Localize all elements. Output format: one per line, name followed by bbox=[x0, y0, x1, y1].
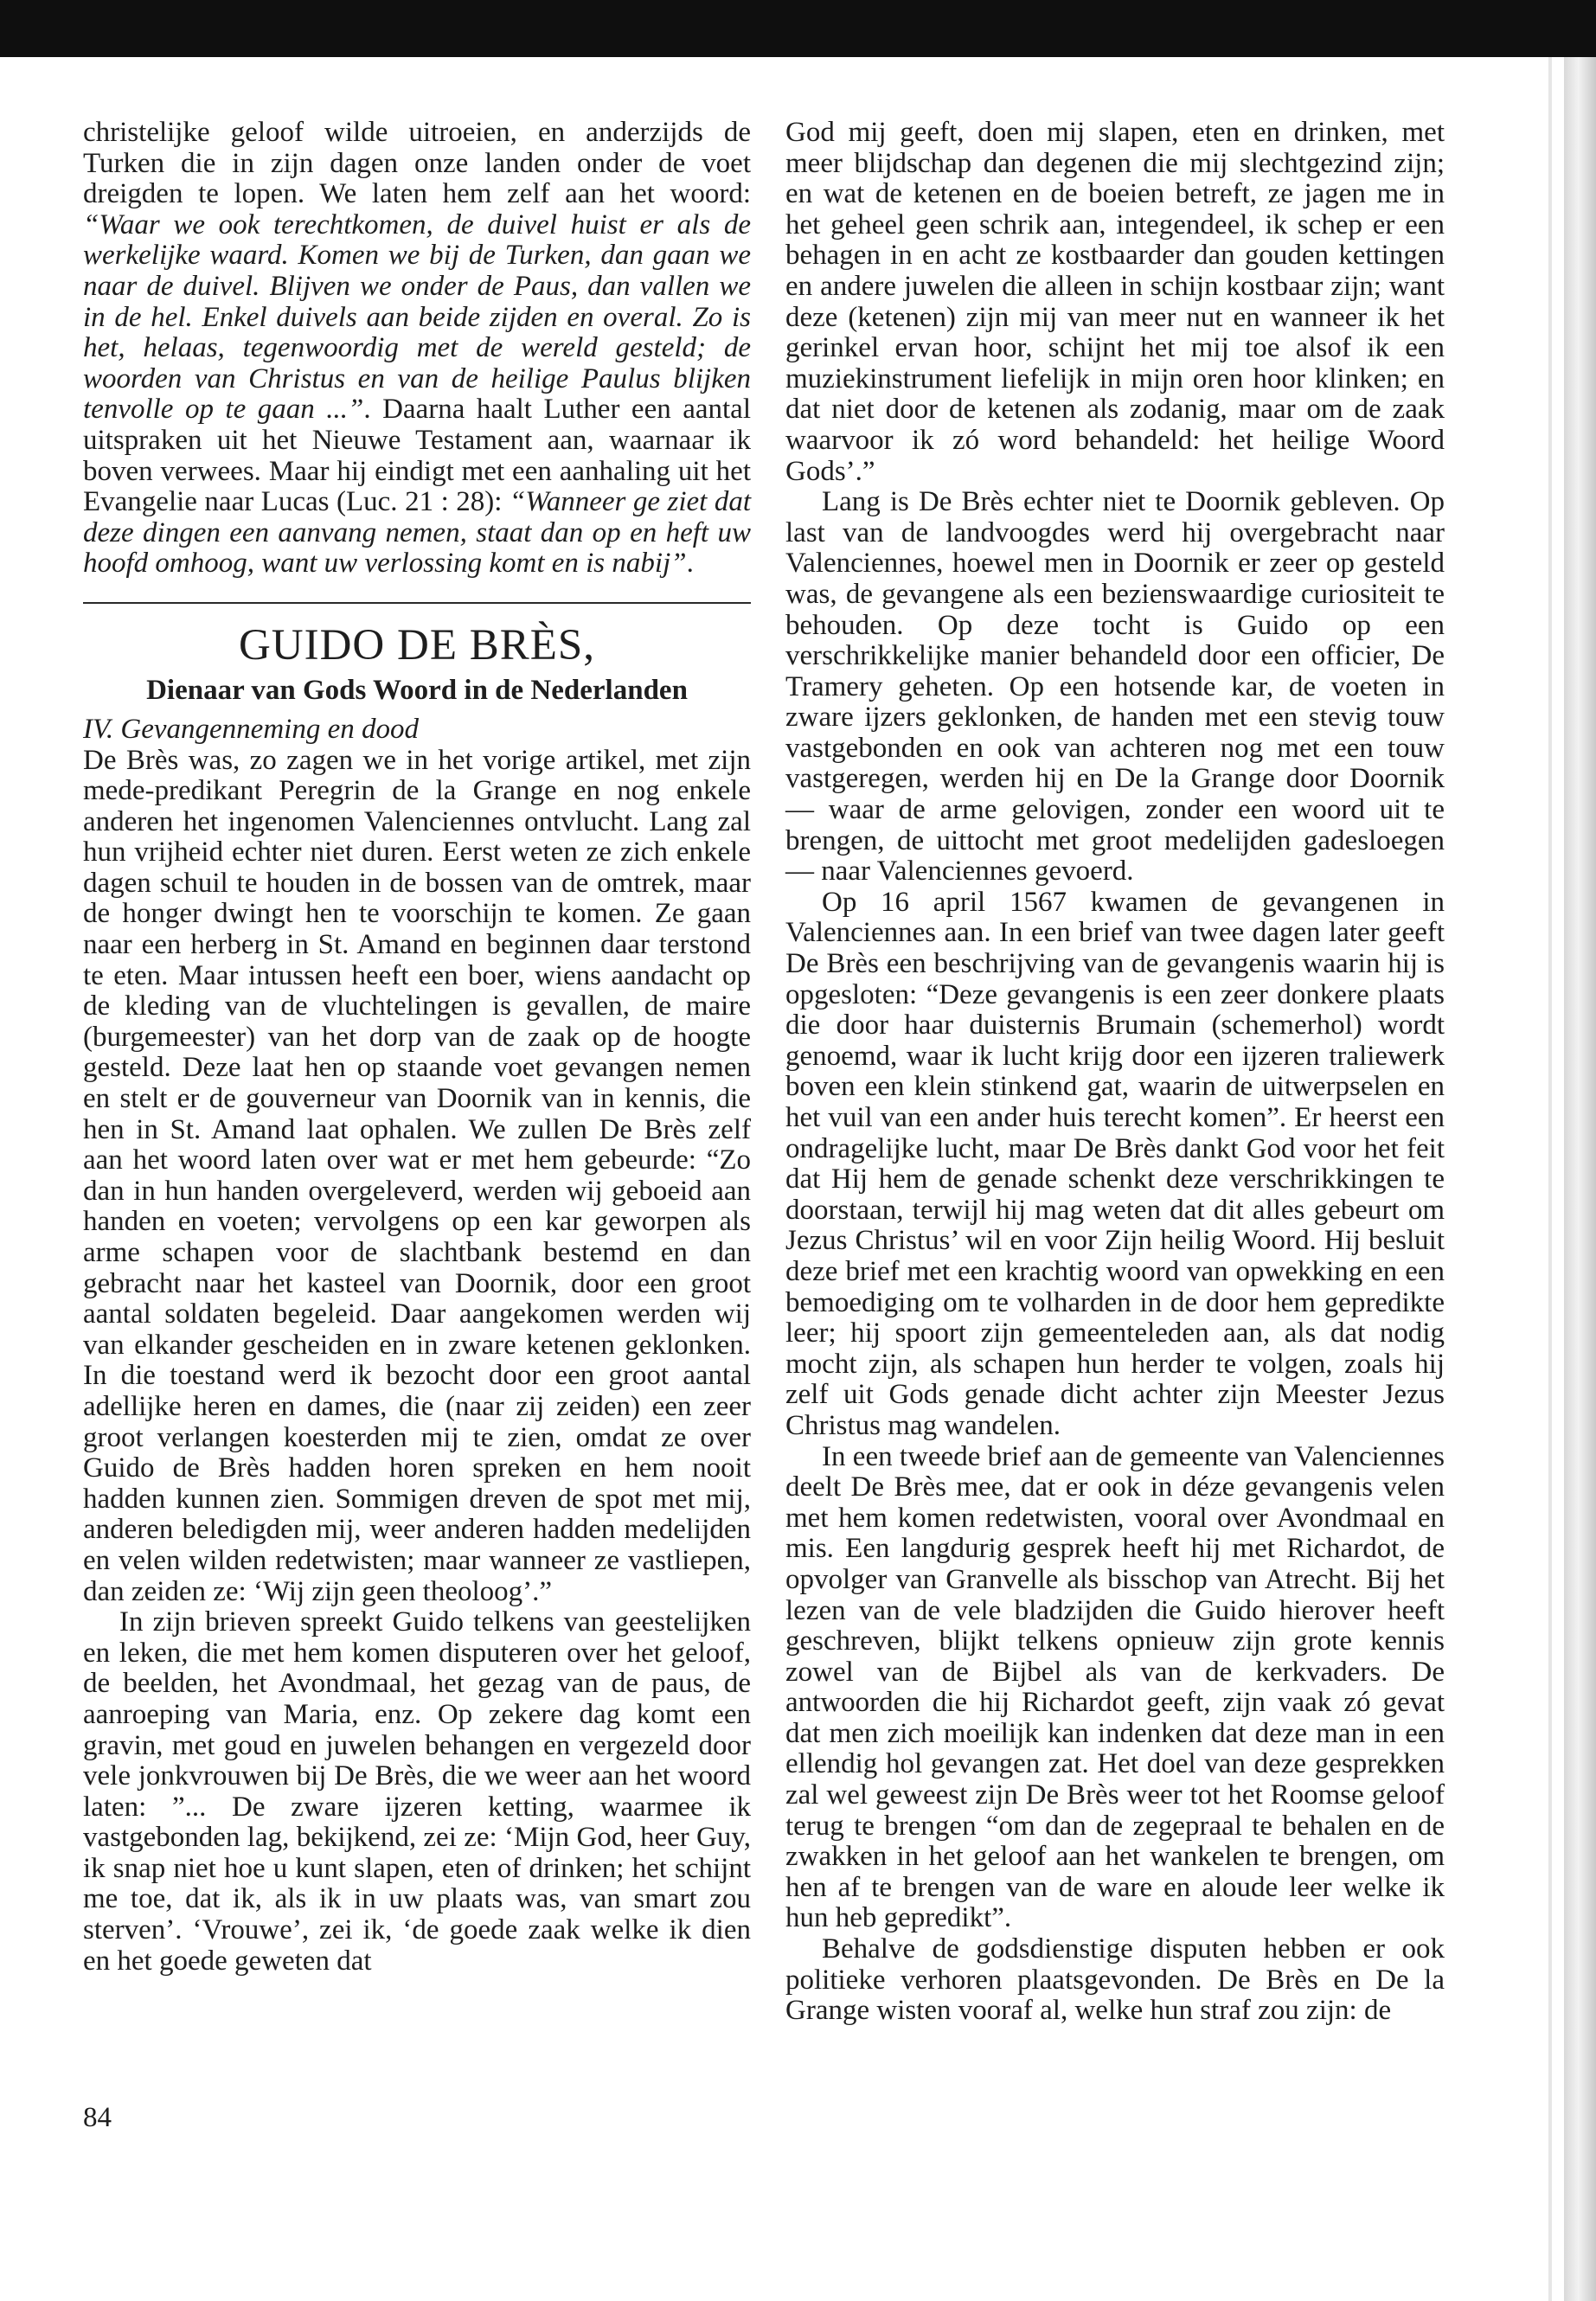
intro-text-end: . bbox=[686, 548, 694, 580]
section-label: IV. Gevangenneming en dood bbox=[83, 713, 419, 745]
book-spine-edge bbox=[1564, 57, 1596, 2301]
lucas-quote: “Wanneer ge ziet dat deze dingen een aanvang nemen, staat dan op en heft uw hoofd omhoog, want uw verlossing komt en is nabij” bbox=[83, 486, 752, 580]
body-paragraph: In zijn brieven spreekt Guido telkens van geestelijken en leken, die met hem komen disputeren over het geloof, de beelden, het Avondmaal, het gezag van de paus, de aanroeping van Maria, enz. Op zekere dag komt een gravin, met goud en juwelen behangen en vergezeld door vele jonkvrouwen bij De Brès, die we weer aan het woord laten: ”... De zware ijzeren ketting, waarmee ik vastgebonden lag, bekijkend, zei ze: ‘Mijn God, heer Guy, ik snap niet hoe u kunt slapen, eten of drinken; het schijnt me toe, dat ik, als ik in uw plaats was, van smart zou sterven’. ‘Vrouwe’, zei ik, ‘de goede zaak welke ik dien en het goede geweten dat bbox=[83, 1606, 751, 1977]
body-paragraph: Lang is De Brès echter niet te Doornik gebleven. Op last van de landvoogdes werd hij overgebracht naar Valenciennes, hoewel men in Doornik er zeer op gesteld was, de gevangene als een bezienswaardige curiositeit te behouden. Op deze tocht is Guido op een verschrikkelijke manier behandeld door een officier, De Tramery geheten. Op een hotsende kar, de voeten in zware ijzers geklonken, de handen met een stevig touw vastgebonden en ook van achteren nog met een touw vastgeregen, werden hij en De la Grange door Doornik — waar de arme gelovigen, zonder een woord uit te brengen, de uittocht met groot medelijden gadesloegen — naar Valenciennes gevoerd. bbox=[785, 486, 1445, 888]
body-paragraph: In een tweede brief aan de gemeente van Valenciennes deelt De Brès mee, dat er ook in déze gevangenis velen met hem komen redetwisten, vooral over Avondmaal en mis. Een langdurig gesprek heeft hij met Richardot, de opvolger van Granvelle als bisschop van Atrecht. Bij het lezen van de vele bladzijden die Guido hierover heeft geschreven, blijkt telkens opnieuw zijn grote kennis zowel van de Bijbel als van de kerkvaders. De antwoorden die hij Richardot geeft, zijn vaak zó gevat dat men zich moeilijk kan indenken dat deze man in een ellendig hol gevangen zat. Het doel van deze gesprekken zal wel geweest zijn De Brès weer tot het Roomse geloof terug te brengen “om dan de zegepraal te behalen en de zwakken in het geloof aan het wankelen te brengen, om hen af te brengen van de ware en aloude leer welke ik hun heb gepredikt”. bbox=[785, 1440, 1445, 1934]
left-column bbox=[83, 118, 751, 1977]
body-paragraph: God mij geeft, doen mij slapen, eten en drinken, met meer blijdschap dan degenen die mij slechtgezind zijn; en wat de ketenen en de boeien betreft, ze jagen me in het geheel geen schrik aan, integendeel, ik schep er een behagen in en acht ze kostbaarder dan gouden kettingen en andere juwelen die alleen in schijn kostbaar zijn; want deze (ketenen) zijn mij van meer nut en wanneer ik het gerinkel ervan hoor, schijnt het mij toe alsof ik een muziekinstrument liefelijk in mijn oren hoor klinken; en dat niet door de ketenen als zodanig, maar om de zaak waarvoor ik zó word behandeld: het heilige Woord Gods’.” bbox=[785, 117, 1445, 487]
article-title: GUIDO DE BRÈS, bbox=[238, 620, 596, 670]
intro-text-middle: . Daarna haalt Luther een aantal uitspraken uit het Nieuwe Testament aan, waarnaar ik boven verwees. Maar hij eindigt met een aanhaling uit het Evangelie naar Lucas (Luc. 21 : 28): bbox=[83, 394, 751, 518]
page-edge-line bbox=[1548, 57, 1552, 2301]
body-paragraph: Op 16 april 1567 kwamen de gevangenen in Valenciennes aan. In een brief van twee dagen later geeft De Brès een beschrijving van de gevangenis waarin hij is opgesloten: “Deze gevangenis is een zeer donkere plaats die door haar duisternis Brumain (schemerhol) wordt genoemd, waar ik lucht krijg door een ijzeren traliewerk boven een klein stinkend gat, waarin de uitwerpselen en het vuil van een ander huis terecht komen”. Er heerst een ondragelijke lucht, maar De Brès dankt God voor het feit dat Hij hem de genade schenkt deze verschrikkingen te doorstaan, terwijl hij mag weten dat dit alles gebeurt om Jezus Christus’ wil en voor Zijn heilig Woord. Hij besluit deze brief met een krachtig woord van opwekking en een bemoediging om te volharden in de door hem gepredikte leer; hij spoort zijn gemeenteleden aan, als dat nodig mocht zijn, als schapen hun herder te volgen, zoals hij zelf uit Gods genade dicht achter zijn Meester Jezus Christus mag wandelen. bbox=[785, 886, 1445, 1441]
intro-paragraph bbox=[83, 118, 751, 580]
article-subtitle: Dienaar van Gods Woord in de Nederlanden bbox=[146, 674, 688, 706]
luther-quote: “Waar we ook terechtkomen, de duivel huist er als de werkelijke waard. Komen we bij de Turken, dan gaan we naar de duivel. Blijven we onder de Paus, dan vallen we in de hel. Enkel duivels aan beide zijden en overal. Zo is het, helaas, tegenwoordig met de wereld gesteld; de woorden van Christus en van de heilige Paulus blijken tenvolle op te gaan ...” bbox=[83, 208, 751, 426]
body-paragraph: Behalve de godsdienstige disputen hebben er ook politieke verhoren plaatsgevonden. De Brès en De la Grange wisten vooraf al, welke hun straf zou zijn: de bbox=[785, 1933, 1445, 2027]
section-divider bbox=[83, 602, 751, 604]
scan-border-top bbox=[0, 0, 1596, 57]
body-paragraph: De Brès was, zo zagen we in het vorige artikel, met zijn mede-predikant Peregrin de la Grange en nog enkele anderen het ingenomen Valenciennes ontvlucht. Lang zal hun vrijheid echter niet duren. Eerst weten ze zich enkele dagen schuil te houden in de bossen van de omtrek, maar de honger dwingt hen te voorschijn te komen. Ze gaan naar een herberg in St. Amand en beginnen daar terstond te eten. Maar intussen heeft een boer, wiens aandacht op de kleding van de vluchtelingen is gevallen, de maire (burgemeester) van het dorp van de zaak op de hoogte gesteld. Deze laat hen op staande voet gevangen nemen en stelt er de gouverneur van Doornik van in kennis, die hen in St. Amand laat ophalen. We zullen De Brès zelf aan het woord laten over wat er met hem gebeurde: “Zo dan in hun handen overgeleverd, werden wij geboeid aan handen en voeten; vervolgens op een kar geworpen als arme schapen voor de slachtbank bestemd en dan gebracht naar het kasteel van Doornik, door een groot aantal soldaten begeleid. Daar aangekomen werden wij van elkander gescheiden en in zware ketenen geklonken. In die toestand werd ik bezocht door een groot aantal adellijke heren en dames, die (naar zij zeiden) een zeer groot verlangen koesterden mij te zien, omdat ze over Guido de Brès hadden horen spreken en hem nooit hadden kunnen zien. Sommigen dreven de spot met mij, anderen beledigden mij, weer anderen hadden medelijden en velen wilden redetwisten; maar wanneer ze vastliepen, dan zeiden ze: ‘Wij zijn geen theoloog’.” bbox=[83, 744, 751, 1607]
right-column bbox=[785, 118, 1445, 2027]
page-number: 84 bbox=[83, 2102, 112, 2133]
intro-text-start: christelijke geloof wilde uitroeien, en anderzijds de Turken die in zijn dagen onze landen onder de voet dreigden te lopen. We laten hem zelf aan het woord: bbox=[83, 117, 751, 210]
